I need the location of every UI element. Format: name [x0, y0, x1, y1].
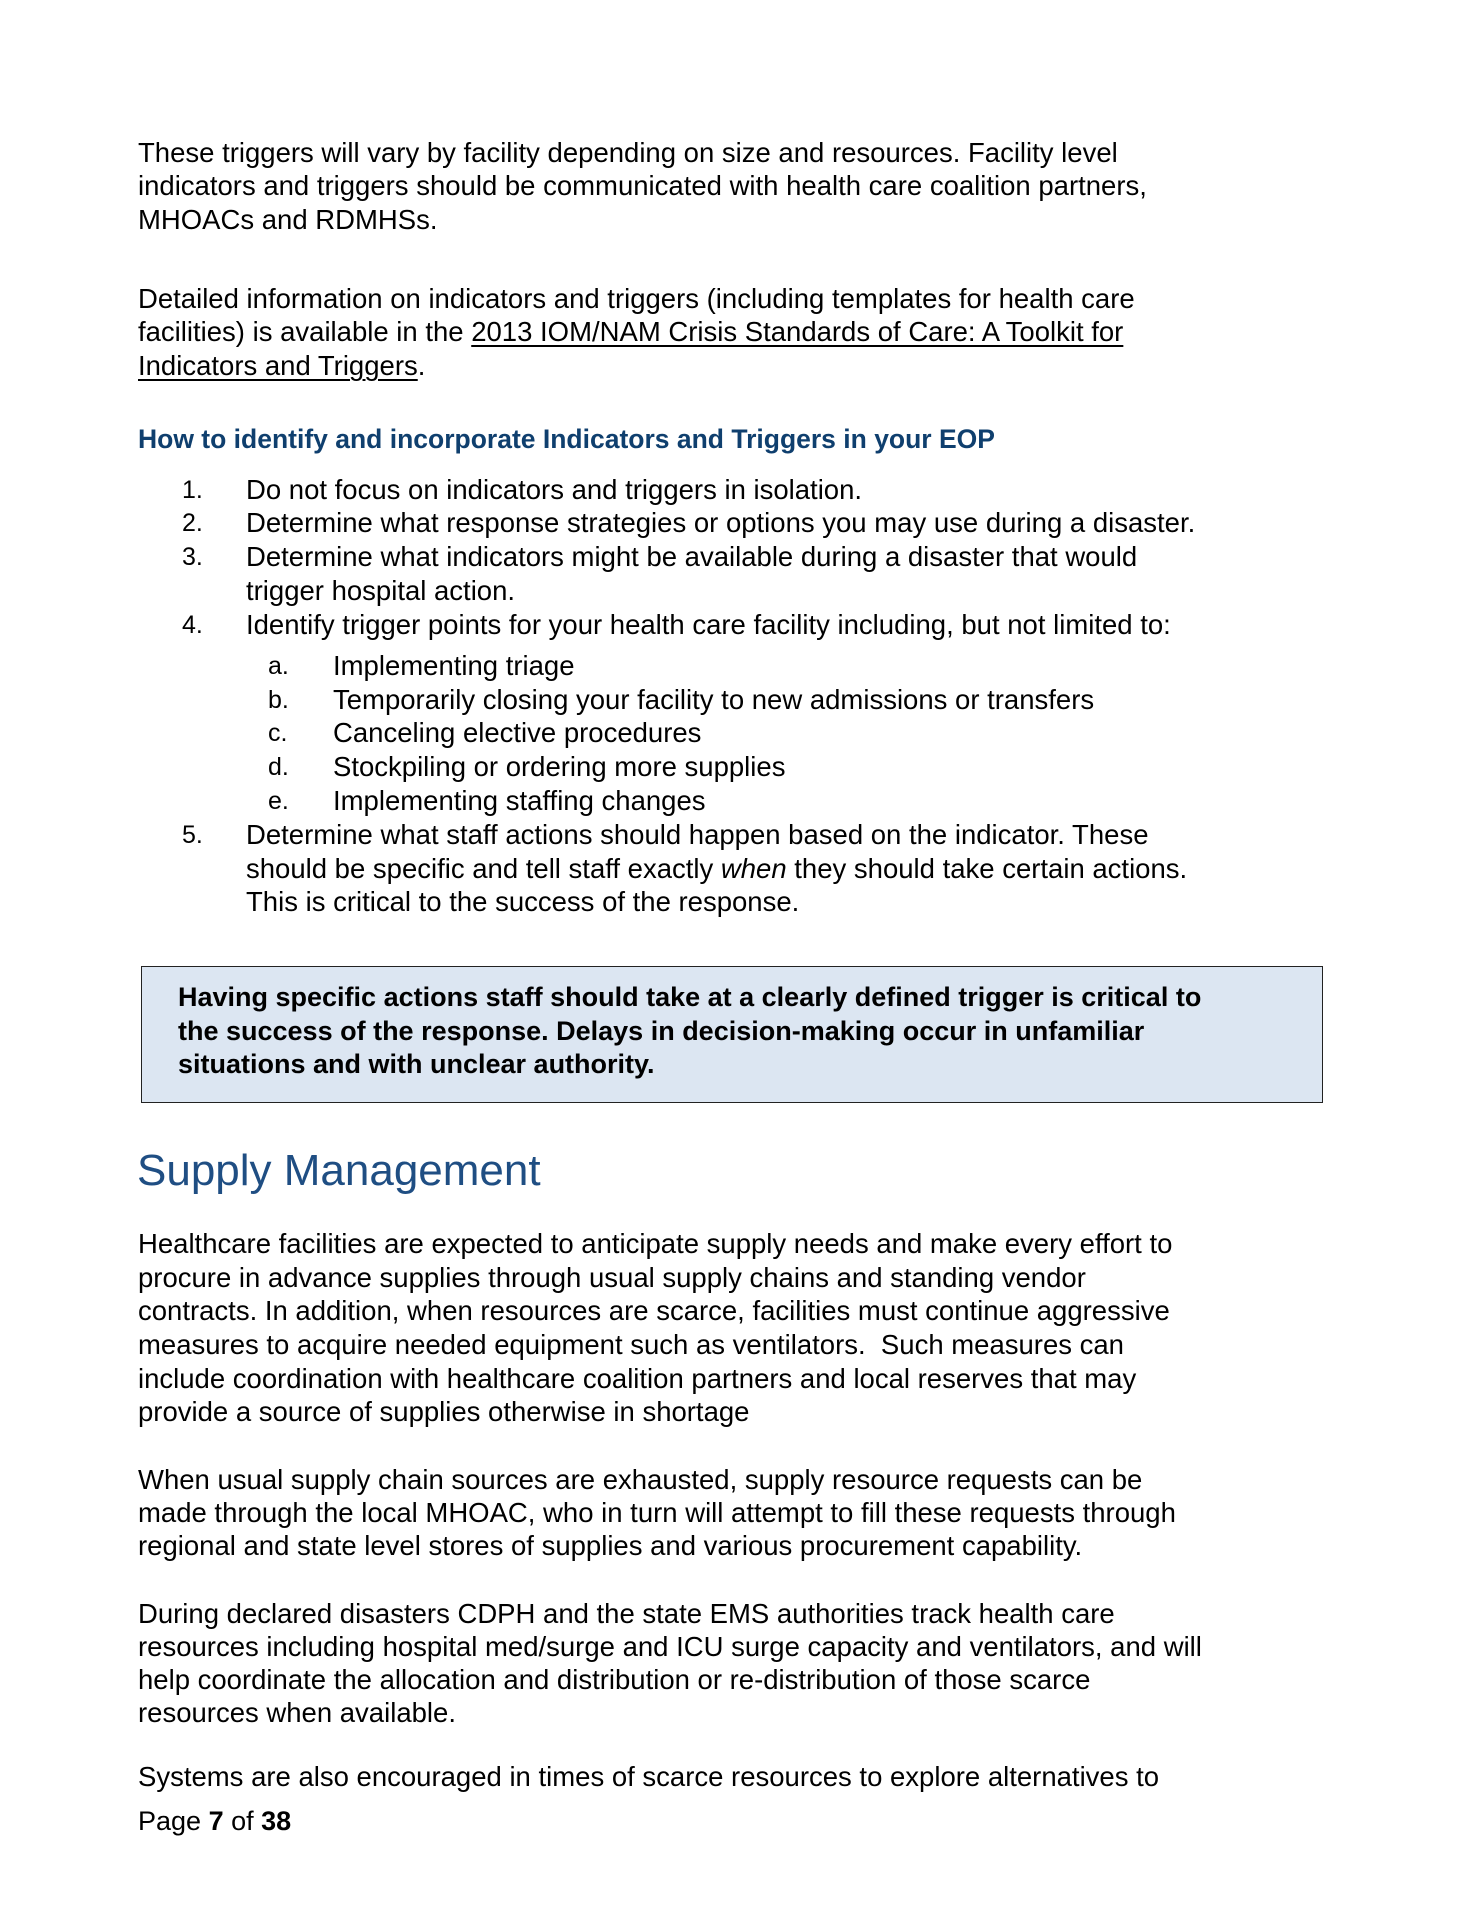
list-number: 3. [182, 543, 203, 571]
text-line [138, 315, 1123, 349]
sub-list-letter: a. [268, 652, 289, 680]
list-number: 2. [182, 509, 203, 537]
howto-heading: How to identify and incorporate Indicators and Triggers in your EOP [138, 424, 995, 454]
text-line: These triggers will vary by facility depending on size and resources. Facility level [138, 137, 1118, 168]
text-line: Healthcare facilities are expected to anticipate supply needs and make every effort to [138, 1228, 1173, 1259]
text-line: made through the local MHOAC, who in turn will attempt to fill these requests through [138, 1497, 1176, 1528]
sub-list-item-text: Implementing staffing changes [333, 785, 706, 816]
list-item-text: Do not focus on indicators and triggers in isolation. [246, 474, 863, 505]
of-label: of [223, 1806, 262, 1836]
list-item-text: Determine what staff actions should happen based on the indicator. These [246, 819, 1149, 850]
text-line: regional and state level stores of supplies and various procurement capability. [138, 1530, 1083, 1561]
list-item-text: Determine what indicators might be available during a disaster that would [246, 541, 1138, 572]
text-line: Systems are also encouraged in times of scarce resources to explore alternatives to [138, 1761, 1160, 1792]
text-fragment: . [417, 350, 426, 381]
text-line: measures to acquire needed equipment such as ventilators. Such measures can [138, 1329, 1124, 1360]
text-line: contracts. In addition, when resources are scarce, facilities must continue aggressive [138, 1295, 1170, 1326]
page-label: Page [138, 1806, 209, 1836]
callout-line: the success of the response. Delays in decision-making occur in unfamiliar [178, 1016, 1145, 1046]
text-line: resources when available. [138, 1697, 456, 1728]
list-item-text: This is critical to the success of the response. [246, 886, 800, 917]
text-line: MHOACs and RDMHSs. [138, 204, 438, 235]
text-fragment: they should take certain actions. [786, 853, 1188, 884]
sub-list-item-text: Temporarily closing your facility to new admissions or transfers [333, 684, 1095, 715]
list-item-text: Identify trigger points for your health care facility including, but not limited to: [246, 609, 1171, 640]
text-fragment: facilities) is available in the [138, 316, 472, 347]
emphasis-when: when [720, 853, 787, 884]
callout-line: situations and with unclear authority. [178, 1049, 655, 1079]
sub-list-letter: e. [268, 787, 289, 815]
toolkit-link[interactable]: 2013 IOM/NAM Crisis Standards of Care: A Toolkit for [471, 316, 1124, 347]
sub-list-item-text: Stockpiling or ordering more supplies [333, 751, 786, 782]
sub-list-item-text: Implementing triage [333, 650, 575, 681]
sub-list-letter: d. [268, 753, 289, 781]
list-number: 5. [182, 821, 203, 849]
sub-list-letter: b. [268, 686, 289, 714]
total-pages: 38 [261, 1806, 292, 1836]
list-number: 4. [182, 611, 203, 639]
section-heading-supply-management: Supply Management [137, 1146, 541, 1195]
text-line: When usual supply chain sources are exhausted, supply resource requests can be [138, 1464, 1143, 1495]
toolkit-link-continued[interactable]: Indicators and Triggers [138, 350, 418, 381]
text-line [138, 349, 425, 383]
text-line: resources including hospital med/surge and ICU surge capacity and ventilators, and will [138, 1631, 1202, 1662]
text-line: During declared disasters CDPH and the state EMS authorities track health care [138, 1598, 1115, 1629]
list-number: 1. [182, 476, 203, 504]
text-line: provide a source of supplies otherwise in shortage [138, 1396, 750, 1427]
list-item-text: Determine what response strategies or options you may use during a disaster. [246, 507, 1196, 538]
text-line: procure in advance supplies through usual supply chains and standing vendor [138, 1262, 1086, 1293]
text-line: Detailed information on indicators and triggers (including templates for health care [138, 283, 1135, 314]
current-page-number: 7 [208, 1806, 224, 1836]
callout-line: Having specific actions staff should take at a clearly defined trigger is critical to [178, 982, 1202, 1012]
text-fragment: should be specific and tell staff exactly [246, 853, 721, 884]
list-item-text: trigger hospital action. [246, 575, 516, 606]
text-line: include coordination with healthcare coalition partners and local reserves that may [138, 1363, 1137, 1394]
list-item-text [246, 852, 1187, 886]
page-footer [138, 1806, 291, 1837]
callout-box [141, 966, 1323, 1103]
text-line: help coordinate the allocation and distribution or re-distribution of those scarce [138, 1664, 1091, 1695]
sub-list-item-text: Canceling elective procedures [333, 717, 702, 748]
text-line: indicators and triggers should be communicated with health care coalition partners, [138, 170, 1147, 201]
sub-list-letter: c. [268, 719, 288, 747]
